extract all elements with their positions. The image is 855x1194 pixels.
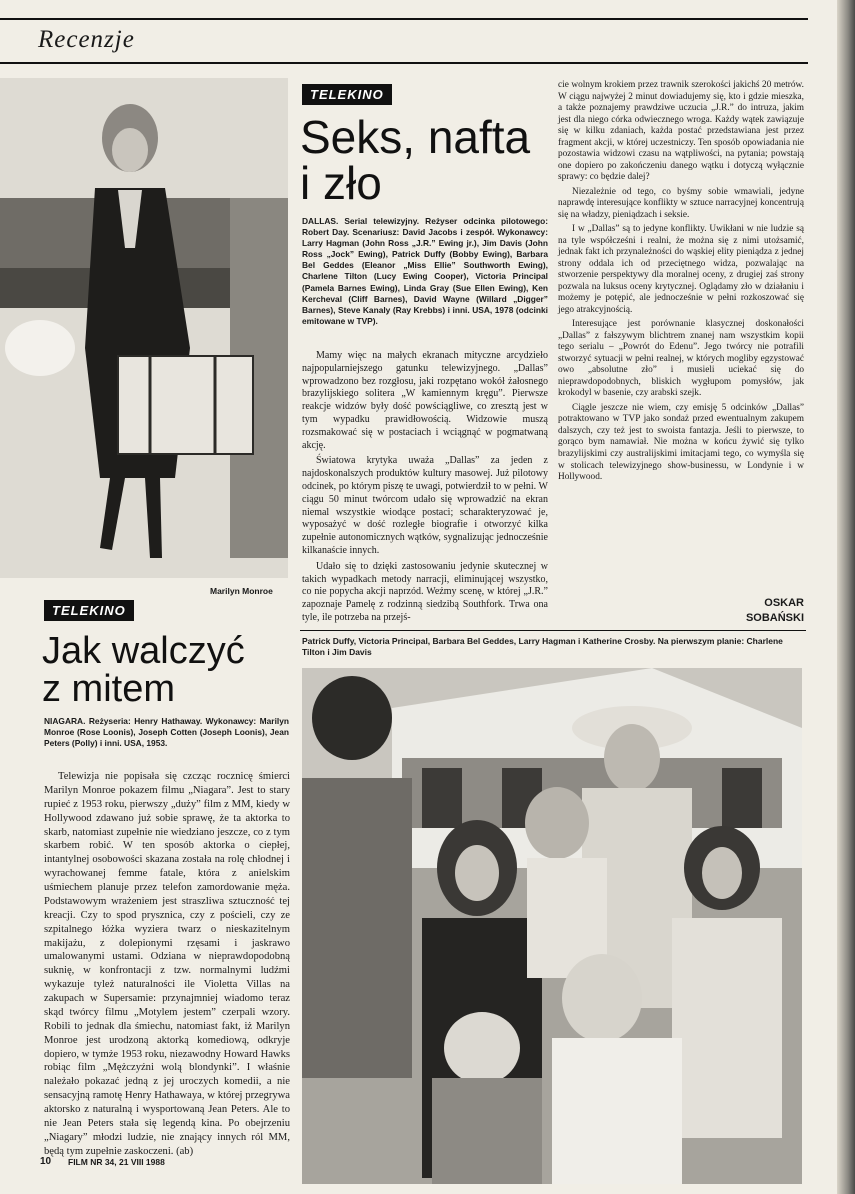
kicker-telekino-dallas: TELEKINO: [302, 84, 392, 105]
headline-jak-walczyc: [42, 632, 245, 708]
section-rule: [0, 62, 808, 64]
headline-line-2: i zło: [300, 157, 382, 209]
paragraph: I w „Dallas” są to jedyne konflikty. Uwikłani w nie ludzie są na tyle współcześni i realni, że można się z nimi utożsamić, jednak fakt ich przynależności do wąskiej elity pieniądza z jednej strony oddala ich od przeciętnego widza, pozwalając na stworzenie perspektywy dla moralnej oceny, z drugiej zaś strony pozwala na luksus oceny krytycznej. Oglądamy zło w działaniu i możemy je potępić, ale jednocześnie w pełni rozkoszować się jego atrakcyjnością.: [558, 224, 804, 315]
body-niagara: [44, 770, 290, 1162]
issue-footer: FILM NR 34, 21 VIII 1988: [68, 1157, 165, 1167]
body-dallas-col2: [558, 80, 804, 487]
top-rule: [0, 18, 808, 20]
paragraph: Interesujące jest porównanie klasycznej doskonałości „Dallas” z fałszywym blichtrem znanej nam wszystkim kopii tego serialu – „Powrót do Edenu”. Jego twórcy nie potrafili stworzyć sytuacji w pełni realnej, w których mogliby egzystować owo „absolutne zło” i musieli uciekać się do nieprawdopodobnych, bliskich wygłupom pomysłów, jak krokodyl w basenie, czy arabski szejk.: [558, 319, 804, 399]
page-edge: [837, 0, 855, 1194]
body-dallas-col1: [302, 350, 548, 628]
headline-line-1: Jak walczyć: [42, 630, 245, 672]
marilyn-illustration: [0, 78, 288, 578]
paragraph: Mamy więc na małych ekranach mityczne arcydzieło najpopularniejszego gatunku telewizyjnego. „Dallas” wprowadzono bez rozgłosu, jaki rozpętano wokół żałosnego brazylijskiego solitera „W kamiennym kręgu”. Pierwsze reakcje widzów były dość powściągliwe, co zresztą jest w tym wypadku prawidłowością. Widzowie muszą rozsmakować się w postaciach i wciągnąć w pogmatwaną akcję.: [302, 350, 548, 451]
dallas-cast-illustration: [302, 668, 802, 1184]
paragraph: cie wolnym krokiem przez trawnik szerokości jakichś 20 metrów. W ciągu najwyżej 2 minut dowiadujemy się, kto i gdzie mieszka, a także poznajemy prawdziwe uczucia „J.R.” do intruza, jakim jest dla niego córka odwiecznego wroga. Każdy wątek zawiązuje się w kilku zdaniach, każda postać przedstawiana jest przez fragment akcji, w której uczestniczy. Ten sposób opowiadania nie pozostawia widzowi czasu na wątpliwości, na pytania; powstają one dopiero po zakończeniu danego wątku i dotyczą wyłącznie sprawy: co będzie dalej?: [558, 80, 804, 183]
paragraph: Udało się to dzięki zastosowaniu jedynie skutecznej w takich wypadkach metody narracji, eliminującej wszystko, co nie popycha akcji naprzód. Weźmy scenę, w której „J.R.” zapoznaje Pamelę z rodzinną siedzibą Southfork. Trwa ona tyle, ile potrzeba na przejś-: [302, 560, 548, 623]
paragraph: Telewizja nie popisała się czcząc rocznicę śmierci Marilyn Monroe pokazem filmu „Niagara”. Jest to stary rupieć z 1953 roku, pierwszy „duży” film z MM, kiedy w Hollywood zdawano już sobie sprawę, że ta aktorka to skarb, natomiast zupełnie nie wiedziano jeszcze, co z tym skarbem robić. W ten sposób aktorka o ciepłej, intantylnej osobowości skazana została na rolę chłodnej i wyrachowanej femme fatale, która z anielskim uśmiechem planuje przez telefon zamordowanie męża. Podstawowym wrażeniem jest straszliwa sztuczność tej kreacji. Czy to spod prysznica, czy z pościeli, czy ze szpitalnego łóżka wyziera twarz o nieskazitelnym makijażu, z dolepionymi rzęsami i jaskrawo umalowanymi ustami. Odziana w nieprawdopodobną suknię, w konfrontacji z tzw. normalnymi ludźmi wykazuje tyleż naturalności ile Violetta Villas na zakupach w Supersamie: przynajmniej wiadomo teraz skąd twórcy filmu „Motylem jestem” czerpali wzory. Robili to jednak dla śmiechu, natomiast fakt, iż Marilyn Monroe jest urodzoną aktorką komediową, odkryje dopiero, w tymże 1953 roku, niezawodny Howard Hawks robiąc film „Mężczyźni wolą blondynki”. I właśnie należało pokazać jedną z jej uroczych komedii, a nie sensacyjną ramotę Henry Hathawaya, w której przegrywa aktorsko z naturalną i wysportowaną Jean Peters. Ale to nie Jean Peters stała się legendą kina. Po obejrzeniu „Niagary” młodzi ludzie, nie znający innych ról MM, będą tym zupełnie zaskoczeni. (ab): [44, 771, 290, 1157]
photo-caption-marilyn: Marilyn Monroe: [210, 586, 273, 596]
page-number: 10: [40, 1156, 52, 1167]
kicker-telekino-niagara: TELEKINO: [44, 600, 134, 621]
section-title: Recenzje: [38, 26, 135, 53]
author-last-name: SOBAŃSKI: [745, 612, 804, 625]
paragraph: Niezależnie od tego, co byśmy sobie wmawiali, jedyne naprawdę interesujące konflikty w sztuce narracyjnej koncentrują się na władzy, pieniądzach i seksie.: [558, 186, 804, 220]
paragraph: Ciągle jeszcze nie wiem, czy emisję 5 odcinków „Dallas” potraktowano w TVP jako sondaż przed ewentualnym zakupem dalszych, czy też jest to swoista fantazja. Jeśli to pierwsze, to gorąco bym namawiał. Nie można w końcu żywić się tylko brazylijskimi czy australijskimi imitacjami tego, co wymyśla się w stolicach telewizyjnego show-businessu, w Londynie i w Hollywood.: [558, 402, 804, 483]
author-first-name: OSKAR: [764, 597, 804, 609]
marilyn-photo: [0, 78, 288, 578]
credits-niagara: NIAGARA. Reżyseria: Henry Hathaway. Wykonawcy: Marilyn Monroe (Rose Loonis), Joseph Cotten (Joseph Loonis), Jean Peters (Polly) i inni. USA, 1953.: [44, 716, 289, 749]
credits-dallas: DALLAS. Serial telewizyjny. Reżyser odcinka pilotowego: Robert Day. Scenariusz: David Jacobs i zespół. Wykonawcy: Larry Hagman (John Ross „J.R.” Ewing jr.), Jim Davis (John Ross „Jock” Ewing), Patrick Duffy (Bobby Ewing), Barbara Bel Geddes (Eleanor „Miss Ellie” Southworth Ewing), Charlene Tilton (Lucy Ewing Cooper), Victoria Principal (Pamela Barnes Ewing), Linda Gray (Sue Ellen Ewing), Ken Kercheval (Cliff Barnes), David Wayne (Willard „Digger” Barnes), Steve Kanaly (Ray Krebbs) i inni. USA, 1978 (odcinki emitowane w TVP).: [302, 216, 548, 326]
headline-line-1: Seks, nafta: [300, 111, 531, 163]
paragraph: Światowa krytyka uważa „Dallas” za jeden z najdoskonalszych produktów kultury masowej. Już pilotowy odcinek, po którym piszę te uwagi, potwierdził to w pełni. W ciągu 50 minut twórcom udało się wprowadzić na ekran niemal wszystkie wiodące postaci; scharakteryzować je, wyposażyć w dość rozległe biografie i otworzyć kilka zupełnie autonomicznych wątków, sygnalizując jednocześnie kilkanaście innych.: [302, 455, 548, 556]
dallas-cast-photo: [302, 668, 802, 1184]
headline-line-2: z mitem: [42, 668, 175, 710]
headline-seks-nafta: [300, 111, 531, 209]
caption-rule: [300, 630, 806, 631]
author-byline: [690, 596, 804, 627]
photo-caption-dallas-cast: Patrick Duffy, Victoria Principal, Barbara Bel Geddes, Larry Hagman i Katherine Crosby. Na pierwszym planie: Charlene Tilton i Jim Davis: [302, 636, 783, 658]
